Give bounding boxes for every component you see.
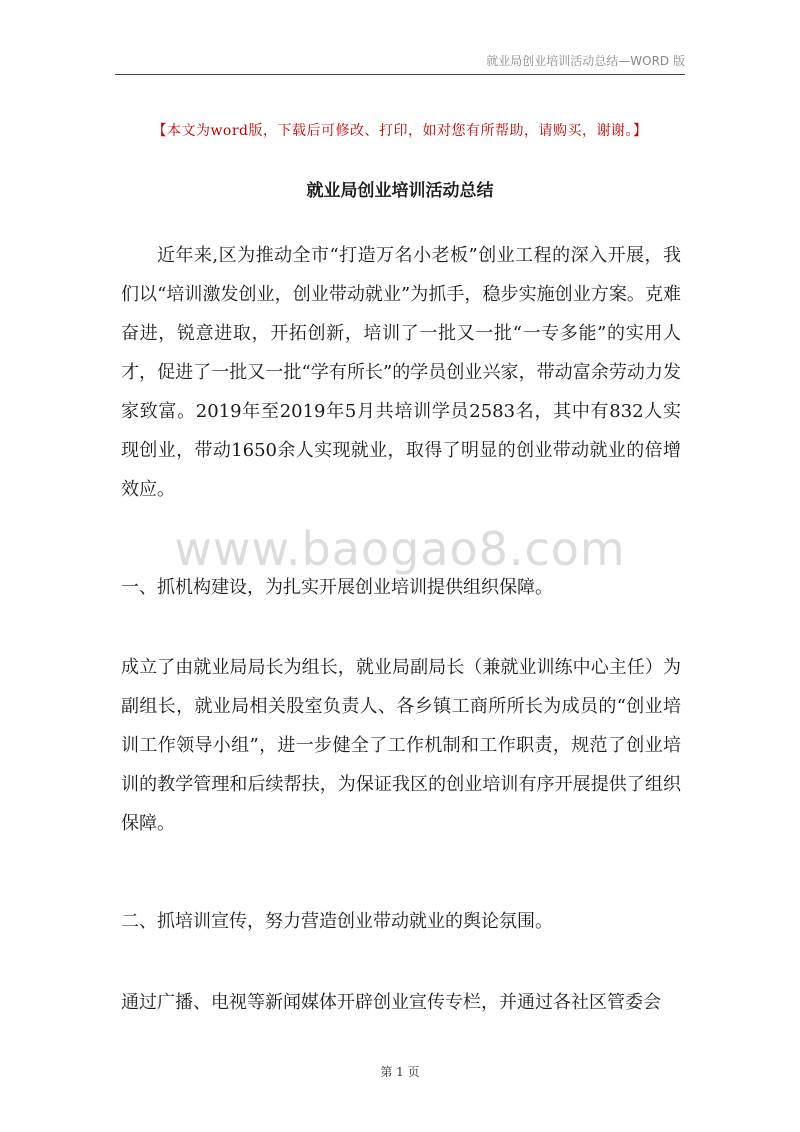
section-heading-2: 二、抓培训宣传，努力营造创业带动就业的舆论氛围。: [121, 911, 553, 932]
page-number: 第 1 页: [380, 1065, 420, 1079]
section-heading-1: 一、抓机构建设，为扎实开展创业培训提供组织保障。: [121, 577, 553, 598]
intro-paragraph: 近年来,区为推动全市“打造万名小老板”创业工程的深入开展，我们以“培训激发创业，创业带动就业”为抓手，稳步实施创业方案。克难奋进，锐意进取，开拓创新，培训了一批又一批“一专多能”的实用人才，促进了一批又一批“学有所长”的学员创业兴家，带动富余劳动力发家致富。2019年至2019年5月共培训学员2583名，其中有832人实现创业，带动1650余人实现就业，取得了明显的创业带动就业的倍增效应。: [121, 245, 681, 500]
section-paragraph-1: 成立了由就业局局长为组长，就业局副局长（兼就业训练中心主任）为副组长，就业局相关股室负责人、各乡镇工商所所长为成员的“创业培训工作领导小组”，进一步健全了工作机制和工作职责，规范了创业培训的教学管理和后续帮扶，为保证我区的创业培训有序开展提供了组织保障。: [121, 657, 681, 834]
header-text: 就业局创业培训活动总结—WORD 版: [486, 54, 685, 68]
document-title: 就业局创业培训活动总结: [306, 181, 494, 201]
page-header: [115, 52, 685, 75]
watermark: www.baogao8.com: [174, 522, 626, 576]
download-notice: 【本文为word版，下载后可修改、打印，如对您有所帮助，请购买，谢谢。】: [152, 123, 648, 139]
section-paragraph-2: 通过广播、电视等新闻媒体开辟创业宣传专栏，并通过各社区管委会: [121, 992, 661, 1013]
